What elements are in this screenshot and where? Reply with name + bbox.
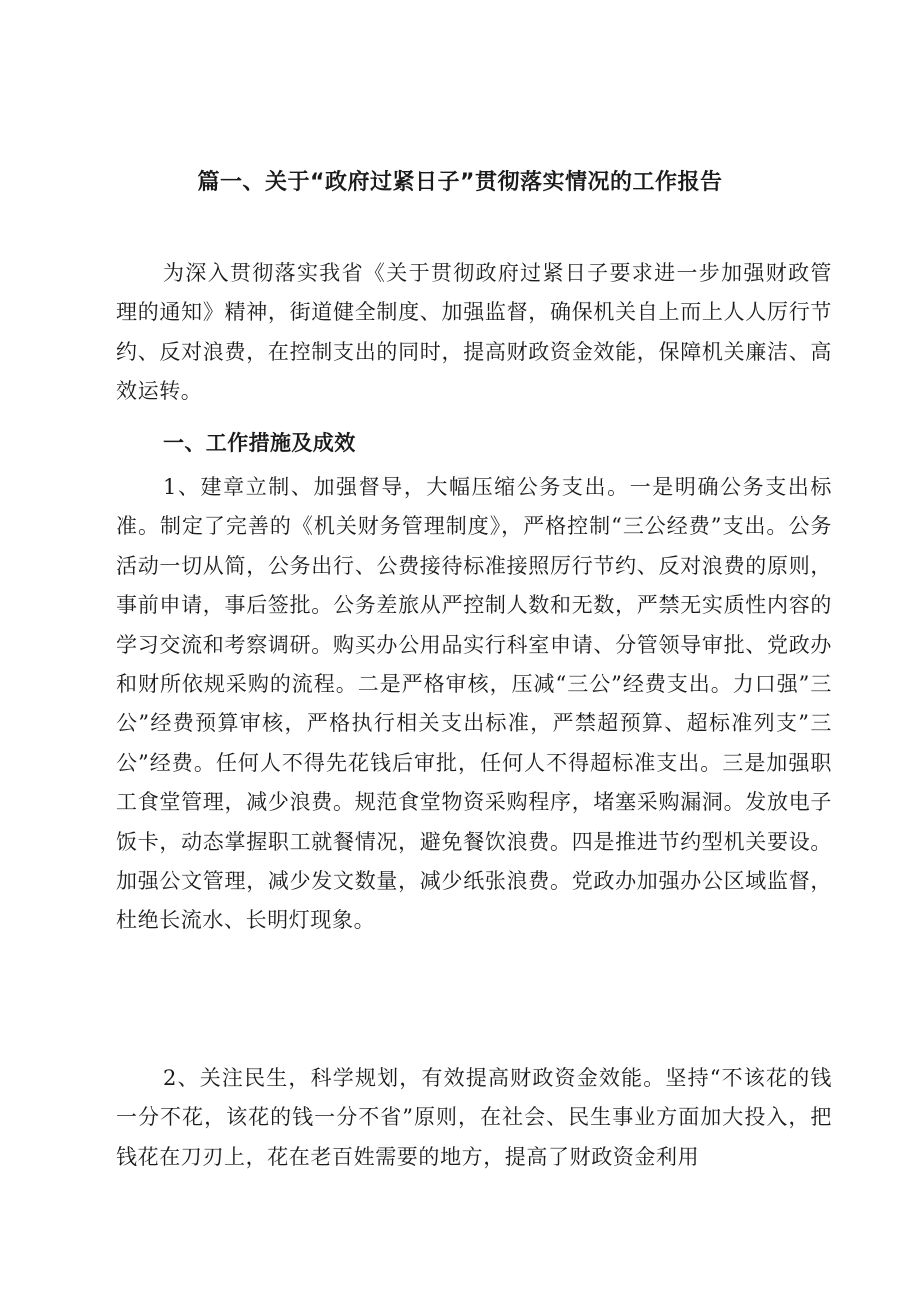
- intro-paragraph: 为深入贯彻落实我省《关于贯彻政府过紧日子要求进一步加强财政管理的通知》精神，街道健全制度、加强监督，确保机关自上而上人人厉行节约、反对浪费，在控制支出的同时，提高财政资金效能，保障机关廉洁、高效运转。: [116, 261, 832, 404]
- item-2-paragraph: 2、关注民生，科学规划，有效提高财政资金效能。坚持“不该花的钱一分不花，该花的钱一分不省”原则，在社会、民生事业方面加大投入，把钱花在刀刃上，花在老百姓需要的地方，提高了财政资金利用: [116, 1066, 832, 1169]
- document-title: 篇一、关于“政府过紧日子”贯彻落实情况的工作报告: [197, 170, 723, 195]
- section-heading: 一、工作措施及成效: [163, 431, 356, 455]
- item-1-paragraph: 1、建章立制、加强督导，大幅压缩公务支出。一是明确公务支出标准。制定了完善的《机关财务管理制度》，严格控制“三公经费”支出。公务活动一切从简，公务出行、公费接待标准接照厉行节约、反对浪费的原则，事前申请，事后签批。公务差旅从严控制人数和无数，严禁无实质性内容的学习交流和考察调研。购买办公用品实行科室申请、分管领导审批、党政办和财所依规采购的流程。二是严格审核，压减“三公”经费支出。力口强”三公”经费预算审核，严格执行相关支出标准，严禁超预算、超标准列支”三公”经费。任何人不得先花钱后审批，任何人不得超标准支出。三是加强职工食堂管理，减少浪费。规范食堂物资采购程序，堵塞采购漏洞。发放电子饭卡，动态掌握职工就餐情况，避免餐饮浪费。四是推进节约型机关要设。加强公文管理，减少发文数量，减少纸张浪费。党政办加强办公区域监督，杜绝长流水、长明灯现象。: [116, 475, 832, 933]
